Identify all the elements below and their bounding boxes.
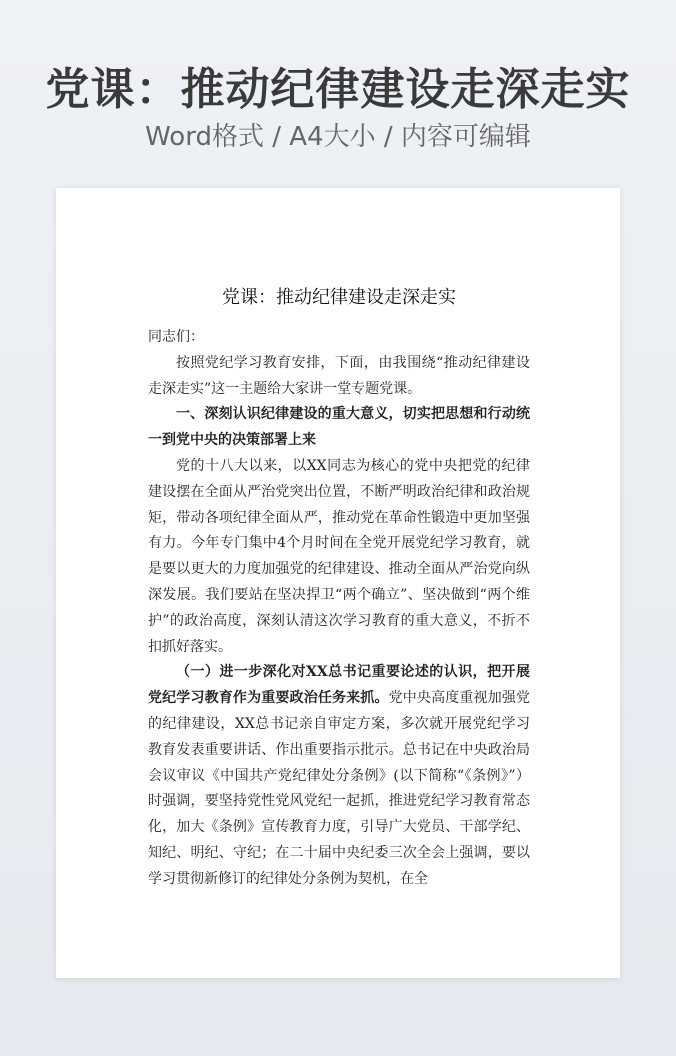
salutation: 同志们： bbox=[148, 329, 204, 345]
paragraph-2-lead: （一）进一步深化对XX总书记重要论述的认识，把开展党纪学习教育作为重要政治任务来抓。 bbox=[148, 664, 530, 707]
banner-subtitle: Word格式 / A4大小 / 内容可编辑 bbox=[145, 122, 531, 152]
body-paragraph-2 bbox=[148, 660, 530, 892]
document-body bbox=[148, 284, 530, 893]
body-paragraph-1: 党的十八大以来，以XX同志为核心的党中央把党的纪律建设摆在全面从严治党突出位置，不断严明政治纪律和政治规矩，带动各项纪律全面从严，推动党在革命性锻造中更加坚强有力。今年专门集中4个月时间在全党开展党纪学习教育，就是要以更大的力度加强党的纪律建设、推动全面从严治党向纵深发展。我们要站在坚决捍卫“两个确立”、坚决做到“两个维护”的政治高度，深刻认清这次学习教育的重大意义，不折不扣抓好落实。 bbox=[148, 457, 530, 655]
banner-title: 党课：推动纪律建设走深走实 bbox=[45, 64, 631, 115]
paragraph-2-text: 党中央高度重视加强党的纪律建设，XX总书记亲自审定方案，多次就开展党纪学习教育发表重要讲话、作出重要指示批示。总书记在中央政治局会议审议《中国共产党纪律处分条例》(以下简称“《条例》”）时强调，要坚持党性党风党纪一起抓，推进党纪学习教育常态化，加大《条例》宣传教育力度，引导广大党员、干部学纪、知纪、明纪、守纪；在二十届中央纪委三次全会上强调，要以学习贯彻新修订的纪律处分条例为契机，在全 bbox=[148, 690, 531, 887]
document-page bbox=[56, 188, 620, 978]
document-title: 党课：推动纪律建设走深走实 bbox=[222, 287, 456, 308]
intro-paragraph: 按照党纪学习教育安排，下面，由我围绕“推动纪律建设走深走实”这一主题给大家讲一堂专题党课。 bbox=[148, 354, 530, 397]
section-heading-1: 一、深刻认识纪律建设的重大意义，切实把思想和行动统一到党中央的决策部署上来 bbox=[148, 406, 530, 449]
